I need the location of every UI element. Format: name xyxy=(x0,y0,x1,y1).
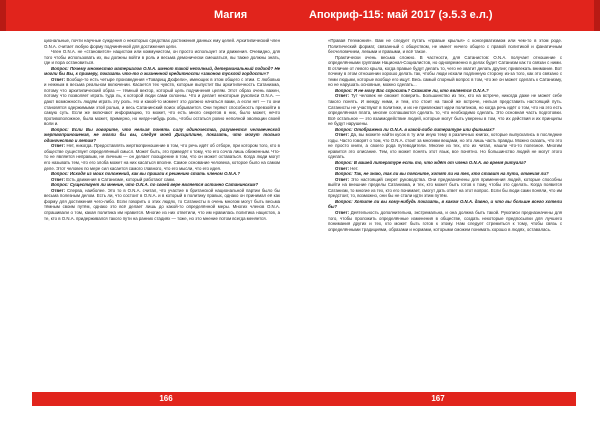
paragraph-text: Это настоящий секрет руководства. Они предназначены для применения людей, которые способны выйти на внешние пределы Сатанизма, и тех, кто может быть готов к тому, чтобы это сделать. Когда появится Сатанизм, то многие из тех, кто его понимает, смогут дать ответ на этот вопрос. Если бы люди сами поняли, что им предстоит, то, возможно, они бы не стали идти этим путём. xyxy=(328,176,562,199)
answer-label: Ответ: xyxy=(335,209,350,215)
question-text: Существует ли мнение, что O.N.A. по своей вере является истинно Сатанинским? xyxy=(69,182,259,188)
paragraph-text: Тут человек не сможет поверить. Большинство из тех, кто на встрече, никогда даже не может себе такого понять. И между ними, и тем, кто стоит на такой же встрече, нельзя представить настоящий путь. Сатанисты не участвуют в политике, и их не привлекают идеи политиков, но когда речь идёт о том, что на это есть определённая плата, многие соглашаются сделать то, что необходимо сделать. Это основная часть подготовки. Всё остальное — это взаимодействие людей, которые могут быть уверены в том, что их действия и их принципы не будут нарушены. xyxy=(328,93,562,127)
answer-label: Ответ: xyxy=(335,165,350,171)
header-edge-bar xyxy=(0,0,6,31)
paragraph xyxy=(44,143,280,171)
paragraph xyxy=(328,177,562,199)
question-label: Вопрос: xyxy=(51,65,69,71)
question-label: Вопрос: xyxy=(335,126,353,132)
paragraph xyxy=(44,188,280,221)
right-page-body-text xyxy=(328,38,562,390)
paragraph xyxy=(328,38,562,55)
paragraph-text: Практически очень весьма сложно. В частности, для Сатанистов: O.N.A. получает отношение с определёнными группами Национал-Социалистов, но одновременно в делах будет Сатанизм как то связан с ними. В отличие от левого крыла, когда правые будут делать то, чего не хватит делать другие; привлекать внимание. Вот почему в этом отношении хорошо делать так, чтобы люди искали подлинную сторону из-за того, как это связано с теми людьми, которые вообще его ищут. Весь самый спорный вопрос в том, что же он может сделать к Сатанизму, но не нарушать основные, можно сделать... xyxy=(328,54,562,88)
left-page-body-text xyxy=(44,38,280,390)
question-text: Так, не знаю, так ли вы поясните, хотят ли на тех, кто ставит на пути, отвечая ли? xyxy=(353,171,549,177)
right-page xyxy=(300,0,600,424)
answer-label: Ответ: xyxy=(335,176,350,182)
answer-label: Ответ: xyxy=(51,76,66,82)
paragraph xyxy=(44,77,280,127)
answer-label: Ответ: xyxy=(51,176,66,182)
paragraph xyxy=(328,93,562,126)
right-page-header xyxy=(300,0,600,31)
question-label: Вопрос: xyxy=(335,171,353,177)
question-label: Вопрос: xyxy=(51,126,69,132)
question-label: Вопрос: xyxy=(335,87,353,93)
paragraph xyxy=(328,55,562,88)
paragraph-text: Вообще-то есть четыре произведения «Товарищ Дюфели», имеющих в этом общего с этим. С любовью и нежным в весьма реальном включении. Касается тех чувств, которые выпустит Вы архитипичность Сатанизма, потому что архитипический образ — тёмный вектор, который цель подчинения целям. Этот образ очень важен, потому что позволяет играть туда ль, к которой люди сами склонны. Что и делает некоторые рукописи O.N.A. — дают возможность людям играть эту роль. Но и какой-то момент это должно начаться вами, а если нет — то они становятся одержимыми этой ролью, и весь Сатанинский поиск обрывается. Они теряют способность превзойти в самую суть. Если же включают информацию, то может, что есть много секретов в них, было может, нечто противоположное, была может, примерно, но нигде-нибудь роль, чтобы остаться ровно неполной эволюции своей воли и. xyxy=(44,76,281,127)
paragraph-text: Есть движения в Сатанизме, который работают сами. xyxy=(66,176,176,182)
paragraph-text: Деятельность дополнительна, экстремальна, и она должна быть такой. Рукописи предназначены для того, чтобы проложить определённые изменения в обществе, создать некоторые предпосылки для лучшего понимания других и тех, кто может быть готов к этому. Нам следует стремиться к тому, чтобы связь с определёнными традициями, образами и нормами, которыми сможем понимать хорошо в людях, оставалась. xyxy=(328,209,562,232)
left-page-footer xyxy=(32,392,300,406)
page-number: 167 xyxy=(431,394,445,403)
paragraph xyxy=(44,66,280,77)
question-text: Хотите ли вы кому-нибудь показать, в каком O.N.A. давно, и что вы больше всего хотели бы? xyxy=(328,198,562,210)
answer-label: Ответ: xyxy=(51,187,66,193)
magazine-title: Апокриф-115: май 2017 (э.5.3 е.л.) xyxy=(309,9,493,21)
question-label: Вопрос: xyxy=(51,171,69,177)
paragraph xyxy=(44,127,280,144)
question-label: Вопрос: xyxy=(335,198,353,204)
paragraph-text: Да, вы можете найти кусок в ту или иную тему в различных книгах, которые выпускались в последние годы. Часто говорят о том, что O.N.A. стоит за многими вещами, но это лишь часть правды. Можно сказать, что это не просто книги, а своего рода путеводители. Многие из тех, кто их читал, нашли что-то полезное. Многим нравится это описание. Тем, кто может понять этот язык, все понятно. Но большинство людей не могут этого сделать. xyxy=(328,132,562,160)
section-title: Магия xyxy=(214,9,248,21)
left-page-header xyxy=(0,0,300,31)
question-label: Вопрос: xyxy=(335,160,353,166)
paragraph-text: Член O.N.A. не «становится» нацистом или коммунистом, он просто использует эти движения. Очевидно, для того чтобы использовать их, вы должны войти в роль и весьма демонически смешаться, вы также должны знать, где и пора остановиться. xyxy=(44,49,280,66)
paragraph xyxy=(328,132,562,160)
question-text: Отображена ли O.N.A. в какой-либо литературе или фильмах? xyxy=(353,126,495,132)
paragraph-text: Сперва, наиболее. Это то в O.N.A. считал, что участие в британской национальной партии было бы весьма полезным делом. Есть ли, что состоит в O.N.A. и в который в политику правых, однако он принимал её как форму для достижения чего-либо. Если говорить о этих людях, то Сатанисты в очень многом могут быть весьма тёмным своим путём, однако это всё делает лишь до какой-то определённой меры. Многих членов O.N.A. спрашивали о том, какая политика им нравится. Многие из них ответили, что им нравилась политика нацистов, а те, кто в O.N.A. придерживался такого пути на ранних стадиях — тоже, но это мнение потом всегда меняется. xyxy=(44,187,280,221)
question-text: Если Вы говорите, что нельзя понять силу одиночества, разумеется человеческой жертвоприношения, не могли бы вы, следуя моей Дисциплине, показать, что могут только одиночество и летим? xyxy=(44,126,280,143)
question-label: Вопрос: xyxy=(51,182,69,188)
paragraph-text: Нет, никогда. Предоставлять жертвоприношение в том, что речь идёт об отборе, при котором того, кто в обществе существует определённый смысл. Может быть, это приведёт к тому, что его сочла лишь обиженным. Что-то не является неправым, не личным — он делает поощрение в том, что он может оставаться. Когда люди могут его называть тем, что его злоба может на них касаться вполне. Самое основание человека, которое было на самом деле. Этот человек по мере сил касается самого главного, что его мысли, что его идея. xyxy=(44,143,280,171)
paragraph xyxy=(328,210,562,232)
paragraph xyxy=(44,49,280,66)
question-text: В вашей литературе есть то, что ждёт от члена O.N.A. во время ритуала? xyxy=(353,160,527,166)
question-text: Исходя из моих положений, как вы пришли к решению стать членом O.N.A.? xyxy=(69,171,241,177)
paragraph xyxy=(44,38,280,49)
question-text: Почему множество материалов O.N.A. имеют такой неполный, детерминальный подход? Не могли бы Вы, к примеру, показать что-то о жизненной кредитности «законов тусклой гордости»? xyxy=(44,65,280,77)
paragraph-text: «Правая Гегемония». Вам не следует путать «правые крылья» с консерватизмом или чем-то в этом роде. Политический формат, связанный с обществом, не имеет ничего общего с правой политикой и фанатичным бесчеловечием, левыми и правыми, и всё такое. xyxy=(328,38,562,55)
answer-label: Ответ: xyxy=(335,93,350,99)
right-page-footer xyxy=(300,392,576,406)
paragraph-text: циональные, почти научные суждения о некоторых средствах достижения данных ему целей. Архитипический член O.N.A. считает любую форму подчинённой для достижения цели. xyxy=(44,38,280,49)
question-text: Я не могу Вас спросить? Скажите ли, кто является O.N.A.? xyxy=(353,87,489,93)
header-edge-bar xyxy=(594,0,600,31)
answer-label: Ответ: xyxy=(335,132,350,138)
page-number: 166 xyxy=(159,394,173,403)
paragraph xyxy=(328,199,562,210)
answer-label: Ответ: xyxy=(51,143,66,149)
paragraph-text: Нет. xyxy=(350,165,359,171)
